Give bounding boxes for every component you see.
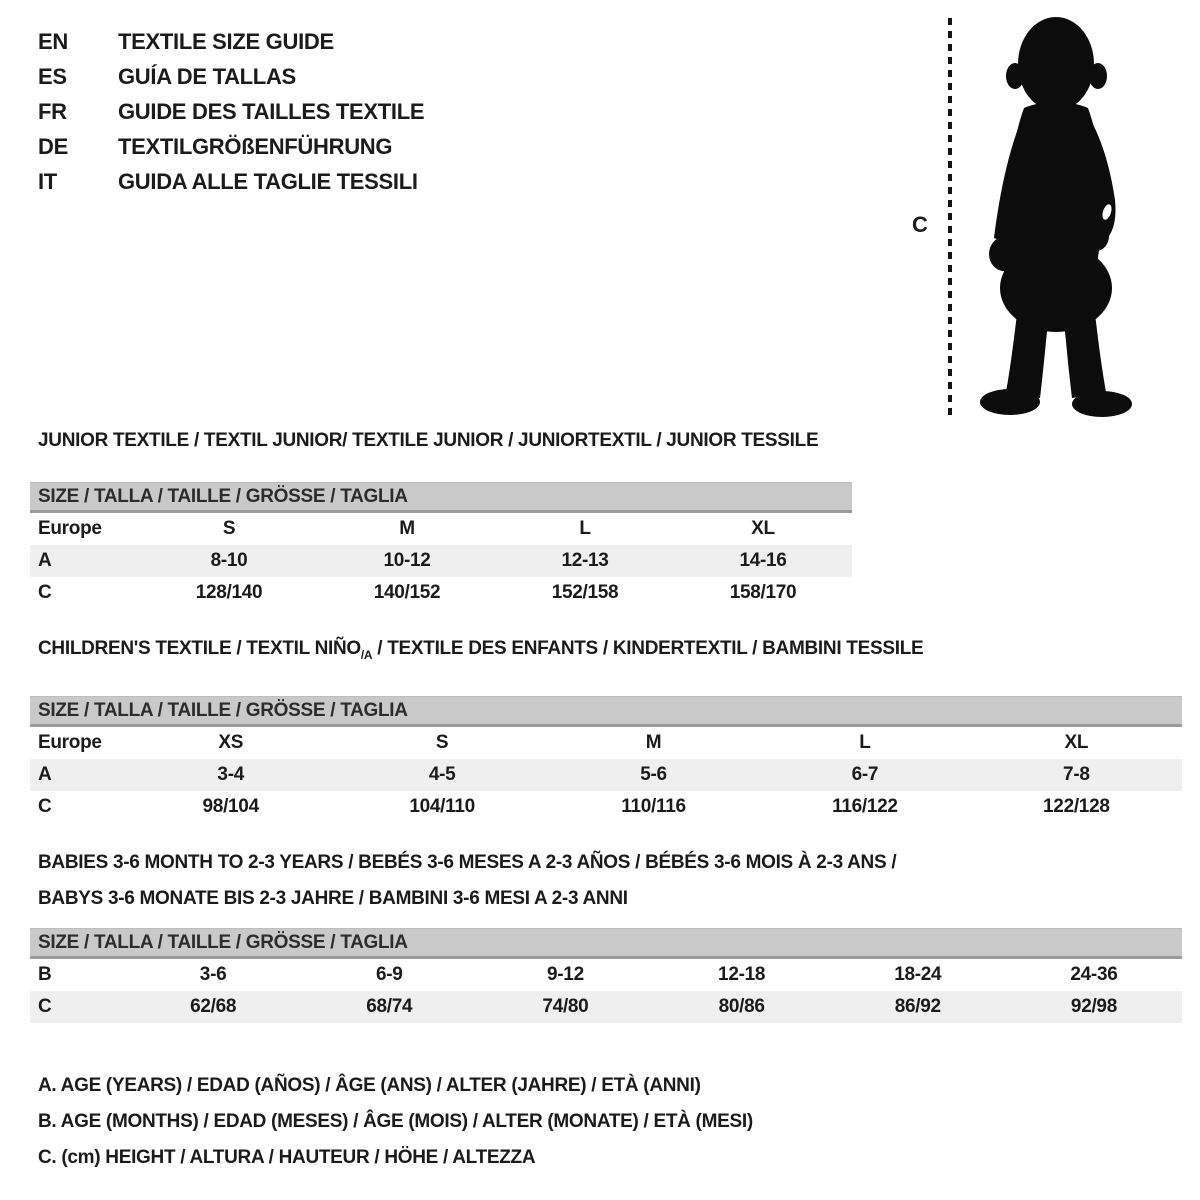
row-label: B bbox=[38, 964, 52, 985]
table-cell: 140/152 bbox=[373, 582, 441, 603]
row-label: A bbox=[38, 550, 52, 571]
section-babies bbox=[30, 845, 1182, 1023]
table-cell: 14-16 bbox=[739, 550, 787, 571]
language-row bbox=[38, 59, 424, 94]
language-row bbox=[38, 94, 424, 129]
table-cell: 10-12 bbox=[383, 550, 431, 571]
row-label: C bbox=[38, 996, 52, 1017]
region-label: Europe bbox=[38, 518, 102, 539]
table-row bbox=[30, 759, 1182, 791]
table-cell: 152/158 bbox=[551, 582, 619, 603]
table-cell: 74/80 bbox=[542, 996, 589, 1017]
size-column-header: S bbox=[222, 518, 236, 539]
table-row bbox=[30, 959, 1182, 991]
language-code: IT bbox=[38, 169, 57, 194]
heading-line: JUNIOR TEXTILE / TEXTIL JUNIOR/ TEXTILE JUNIOR / JUNIORTEXTIL / JUNIOR TESSILE bbox=[38, 430, 819, 451]
language-list bbox=[38, 24, 424, 199]
table-cell: 3-4 bbox=[217, 764, 244, 785]
row-label: A bbox=[38, 764, 52, 785]
language-row bbox=[38, 164, 424, 199]
row-label: C bbox=[38, 582, 52, 603]
size-column-header: XL bbox=[751, 518, 775, 539]
table-cell: 12-18 bbox=[718, 964, 766, 985]
size-column-header: XS bbox=[218, 732, 244, 753]
section-heading bbox=[30, 429, 852, 453]
footnote-line: B. AGE (MONTHS) / EDAD (MESES) / ÂGE (MOIS) / ALTER (MONATE) / ETÀ (MESI) bbox=[38, 1111, 753, 1132]
language-code: DE bbox=[38, 134, 68, 159]
language-code: FR bbox=[38, 99, 67, 124]
height-measure-label: C bbox=[912, 212, 928, 237]
table-cell: 18-24 bbox=[894, 964, 942, 985]
measurement-figure bbox=[900, 0, 1200, 430]
table-cell: 3-6 bbox=[199, 964, 227, 985]
table-cell: 24-36 bbox=[1070, 964, 1118, 985]
table-cell: 80/86 bbox=[718, 996, 765, 1017]
section-heading bbox=[30, 637, 1182, 667]
size-header-bar: SIZE / TALLA / TAILLE / GRÖSSE / TAGLIA bbox=[30, 928, 1182, 959]
table-cell: 4-5 bbox=[428, 764, 456, 785]
table-cell: 7-8 bbox=[1063, 764, 1090, 785]
table-row bbox=[30, 991, 1182, 1023]
size-header-bar: SIZE / TALLA / TAILLE / GRÖSSE / TAGLIA bbox=[30, 696, 1182, 727]
size-column-header: L bbox=[859, 732, 871, 753]
height-dashed-line bbox=[948, 18, 952, 416]
table-cell: 110/116 bbox=[621, 796, 686, 817]
guide-title: TEXTILE SIZE GUIDE bbox=[118, 29, 334, 54]
table-cell: 92/98 bbox=[1070, 996, 1117, 1017]
size-column-header: M bbox=[645, 732, 662, 753]
table-cell: 86/92 bbox=[894, 996, 941, 1017]
footnote-line: A. AGE (YEARS) / EDAD (AÑOS) / ÂGE (ANS) / ALTER (JAHRE) / ETÀ (ANNI) bbox=[38, 1075, 701, 1096]
guide-title: GUÍA DE TALLAS bbox=[118, 64, 296, 89]
size-columns-row bbox=[30, 513, 852, 545]
table-cell: 116/122 bbox=[832, 796, 898, 817]
table-cell: 62/68 bbox=[190, 996, 237, 1017]
size-column-header: L bbox=[579, 518, 591, 539]
guide-title: TEXTILGRÖßENFÜHRUNG bbox=[118, 134, 393, 159]
size-column-header: S bbox=[435, 732, 449, 753]
table-cell: 104/110 bbox=[409, 796, 475, 817]
heading-text: CHILDREN'S TEXTILE / TEXTIL NIÑO bbox=[38, 638, 361, 659]
table-cell: 68/74 bbox=[366, 996, 413, 1017]
region-label: Europe bbox=[38, 732, 102, 753]
language-code: ES bbox=[38, 64, 67, 89]
heading-subscript: /A bbox=[360, 648, 373, 662]
table-cell: 158/170 bbox=[729, 582, 797, 603]
table-row bbox=[30, 577, 852, 609]
size-header-bar: SIZE / TALLA / TAILLE / GRÖSSE / TAGLIA bbox=[30, 482, 852, 513]
table-cell: 12-13 bbox=[561, 550, 609, 571]
guide-title: GUIDE DES TAILLES TEXTILE bbox=[118, 99, 425, 124]
table-cell: 6-7 bbox=[851, 764, 879, 785]
size-columns-row bbox=[30, 727, 1182, 759]
section-heading bbox=[30, 845, 1182, 917]
table-cell: 6-9 bbox=[375, 964, 403, 985]
language-row bbox=[38, 129, 424, 164]
section-children bbox=[30, 637, 1182, 823]
language-code: EN bbox=[38, 29, 68, 54]
footnotes bbox=[38, 1068, 753, 1176]
heading-text: / TEXTILE DES ENFANTS / KINDERTEXTIL / BAMBINI TESSILE bbox=[372, 638, 924, 659]
table-cell: 98/104 bbox=[202, 796, 259, 817]
table-cell: 122/128 bbox=[1043, 796, 1110, 817]
table-cell: 128/140 bbox=[195, 582, 263, 603]
table-row bbox=[30, 545, 852, 577]
heading-line: BABIES 3-6 MONTH TO 2-3 YEARS / BEBÉS 3-6 MESES A 2-3 AÑOS / BÉBÉS 3-6 MOIS À 2-3 ANS / bbox=[38, 852, 897, 873]
section-junior bbox=[30, 429, 852, 609]
table-row bbox=[30, 791, 1182, 823]
table-cell: 5-6 bbox=[640, 764, 667, 785]
footnote-line: C. (cm) HEIGHT / ALTURA / HAUTEUR / HÖHE / ALTEZZA bbox=[38, 1147, 536, 1168]
heading-line: BABYS 3-6 MONATE BIS 2-3 JAHRE / BAMBINI 3-6 MESI A 2-3 ANNI bbox=[38, 888, 628, 909]
table-cell: 8-10 bbox=[210, 550, 248, 571]
language-row bbox=[38, 24, 424, 59]
size-column-header: XL bbox=[1064, 732, 1089, 753]
row-label: C bbox=[38, 796, 52, 817]
table-cell: 9-12 bbox=[547, 964, 584, 985]
size-column-header: M bbox=[399, 518, 415, 539]
guide-title: GUIDA ALLE TAGLIE TESSILI bbox=[118, 169, 418, 194]
toddler-silhouette-icon bbox=[958, 10, 1148, 420]
